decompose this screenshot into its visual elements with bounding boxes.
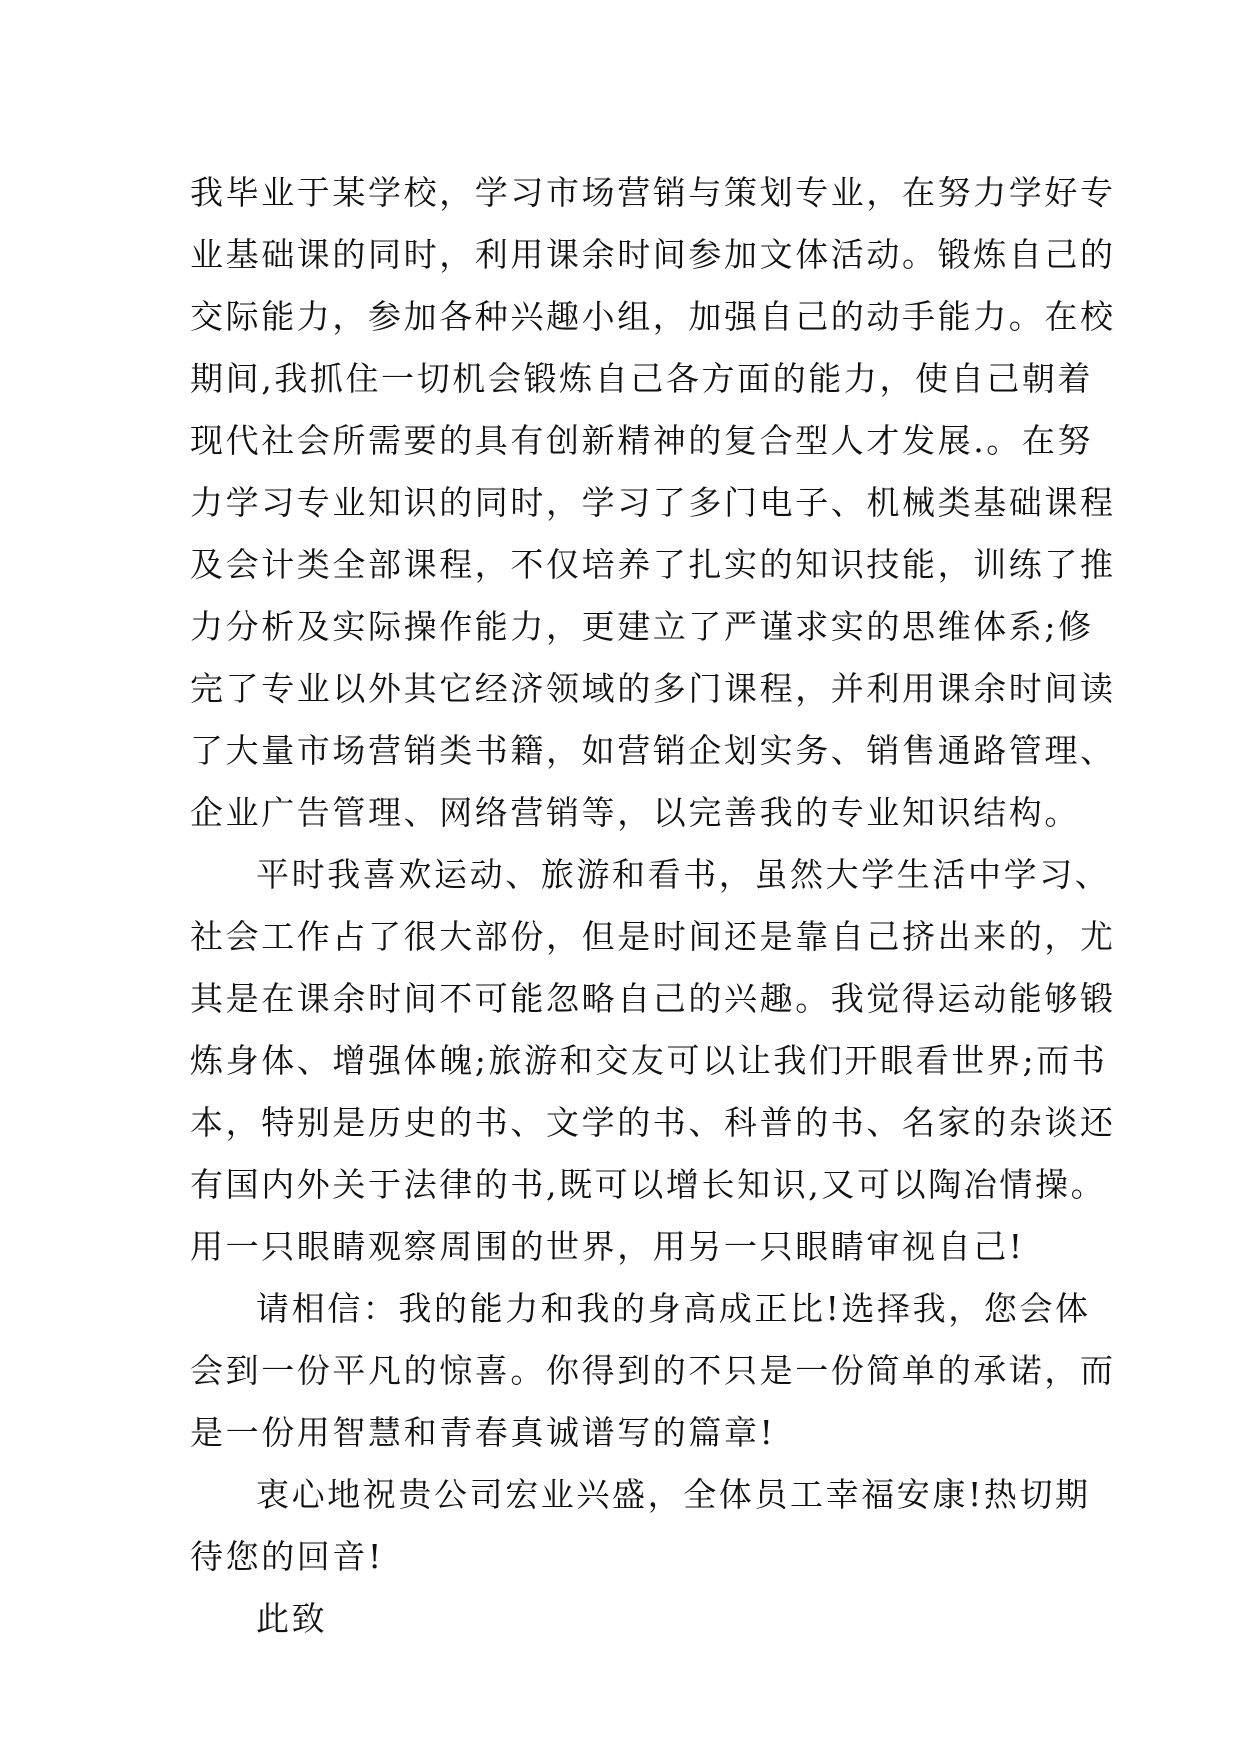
- text-line: 期间,我抓住一切机会锻炼自己各方面的能力，使自己朝着: [190, 359, 1094, 398]
- text-line: 炼身体、增强体魄;旅游和交友可以让我们开眼看世界;而书: [190, 1041, 1108, 1080]
- text-line: 企业广告管理、网络营销等，以完善我的专业知识结构。: [190, 793, 1080, 832]
- text-line: 请相信：我的能力和我的身高成正比!选择我，您会体: [256, 1289, 1091, 1328]
- text-line: 交际能力，参加各种兴趣小组，加强自己的动手能力。在校: [190, 297, 1116, 336]
- text-line: 了大量市场营销类书籍，如营销企划实务、销售通路管理、: [190, 731, 1116, 770]
- text-line: 力分析及实际操作能力，更建立了严谨求实的思维体系;修: [190, 607, 1094, 646]
- paragraph-education: [190, 162, 1116, 844]
- text-line: 业基础课的同时，利用课余时间参加文体活动。锻炼自己的: [190, 235, 1116, 274]
- paragraph-closing: [190, 1588, 1050, 1650]
- text-line: 用一只眼睛观察周围的世界，用另一只眼睛审视自己!: [190, 1227, 1025, 1266]
- text-line: 本，特别是历史的书、文学的书、科普的书、名家的杂谈还: [190, 1103, 1116, 1142]
- paragraph-hobbies: [190, 844, 1116, 1278]
- text-line: 其是在课余时间不可能忽略自己的兴趣。我觉得运动能够锻: [190, 979, 1116, 1018]
- text-line: 完了专业以外其它经济领域的多门课程，并利用课余时间读: [190, 669, 1116, 708]
- text-line: 力学习专业知识的同时，学习了多门电子、机械类基础课程: [190, 483, 1116, 522]
- text-line: 衷心地祝贵公司宏业兴盛，全体员工幸福安康!热切期: [256, 1475, 1091, 1514]
- text-line: 及会计类全部课程，不仅培养了扎实的知识技能，训练了推: [190, 545, 1116, 584]
- text-line: 现代社会所需要的具有创新精神的复合型人才发展.。在努: [190, 421, 1094, 460]
- text-line: 平时我喜欢运动、旅游和看书，虽然大学生活中学习、: [256, 855, 1111, 894]
- paragraph-wishes: [190, 1464, 1091, 1588]
- paragraph-believe: [190, 1278, 1116, 1464]
- closing-salutation: 此致: [256, 1599, 328, 1638]
- text-line: 是一份用智慧和青春真诚谱写的篇章!: [190, 1413, 776, 1452]
- text-line: 我毕业于某学校，学习市场营销与策划专业，在努力学好专: [190, 173, 1116, 212]
- text-line: 会到一份平凡的惊喜。你得到的不只是一份简单的承诺，而: [190, 1351, 1116, 1390]
- letter-body: [190, 162, 1116, 1650]
- text-line: 社会工作占了很大部份，但是时间还是靠自己挤出来的，尤: [190, 917, 1116, 956]
- text-line: 有国内外关于法律的书,既可以增长知识,又可以陶冶情操。: [190, 1165, 1107, 1204]
- text-line: 待您的回音!: [190, 1537, 384, 1576]
